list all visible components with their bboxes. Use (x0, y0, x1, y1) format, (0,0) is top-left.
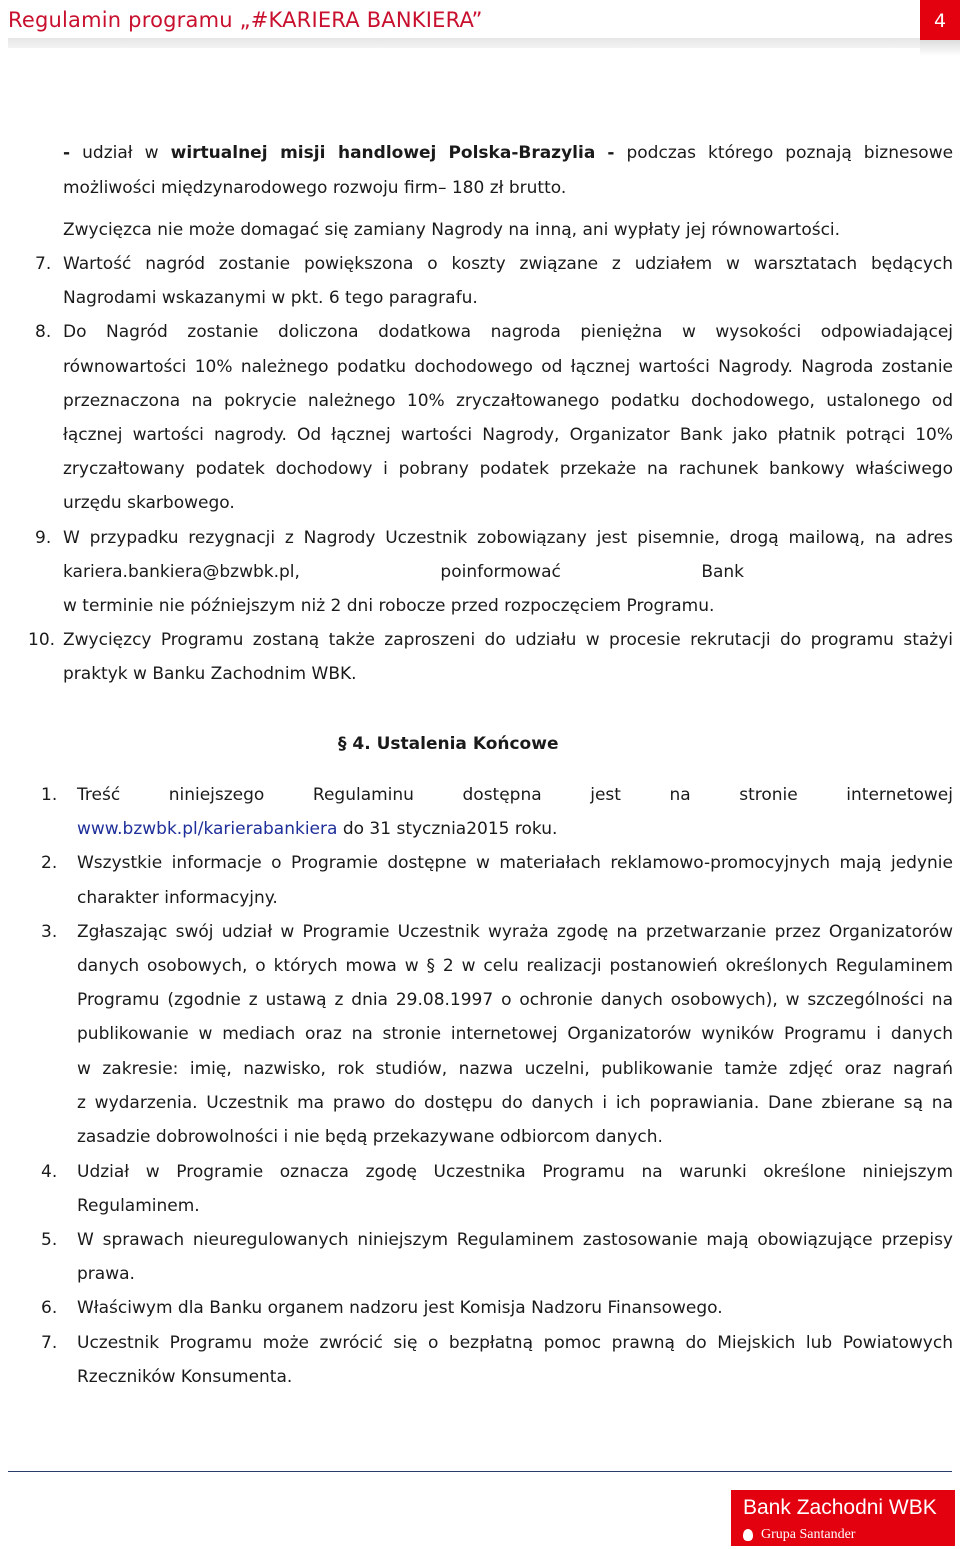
page-number-badge: 4 (920, 0, 960, 40)
item-number: 10. (28, 630, 56, 650)
item-number: 1. (41, 785, 58, 805)
logo-bank-name: Bank Zachodni WBK (731, 1490, 955, 1525)
bullet-bold-country: Polska-Brazylia (448, 143, 596, 163)
paragraph-line: przeznaczona na pokrycie należnego 10% zryczałtowanego podatku dochodowego, ustalonego od (63, 391, 953, 411)
paragraph-line: Udział w Programie oznacza zgodę Uczestnika Programu na warunki określone niniejszym (77, 1162, 953, 1182)
item-number: 4. (41, 1162, 58, 1182)
paragraph-line: Wszystkie informacje o Programie dostępne w materiałach reklamowo-promocyjnych mają jedynie (77, 853, 953, 873)
paragraph-line (77, 818, 557, 840)
page-number-shadow (920, 40, 960, 56)
paragraph-line: praktyk w Banku Zachodnim WBK. (63, 664, 357, 684)
paragraph-line: publikowanie w mediach oraz na stronie internetowej Organizatorów wyników Programu i danych (77, 1024, 953, 1044)
paragraph-line: Zwycięzcy Programu zostaną także zaproszeni do udziału w procesie rekrutacji do programu stażyi (63, 630, 953, 650)
paragraph-line: urzędu skarbowego. (63, 493, 235, 513)
paragraph-line: danych osobowych, o których mowa w § 2 w celu realizacji postanowień określonych Regulaminem (77, 956, 953, 976)
paragraph-line: w zakresie: imię, nazwisko, rok studiów, nazwa uczelni, publikowanie tamże zdjęć oraz nagrań (77, 1059, 953, 1079)
bullet-bold-event: wirtualnej misji handlowej (170, 143, 437, 163)
item-number: 6. (41, 1298, 58, 1318)
paragraph-line: kariera.bankiera@bzwbk.pl, poinformować Bank (63, 562, 745, 582)
paragraph-line: Wartość nagród zostanie powiększona o koszty związane z udziałem w warsztatach będących (63, 254, 953, 274)
bullet-word: udział (82, 143, 133, 163)
paragraph-line: Właściwym dla Banku organem nadzoru jest Komisja Nadzoru Finansowego. (77, 1298, 723, 1318)
paragraph-text: do 31 stycznia2015 roku. (337, 819, 558, 839)
item-number: 5. (41, 1230, 58, 1250)
paragraph-line: charakter informacyjny. (77, 888, 278, 908)
paragraph-line: zasadzie dobrowolności i nie będą przekazywane odbiorcom danych. (77, 1127, 663, 1147)
paragraph-line: Do Nagród zostanie doliczona dodatkowa nagroda pieniężna w wysokości odpowiadającej (63, 322, 953, 342)
paragraph-line: Treść niniejszego Regulaminu dostępna jest na stronie internetowej (77, 785, 953, 805)
paragraph-line: z wydarzenia. Uczestnik ma prawo do dostępu do danych i ich poprawiania. Dane zbierane są na (77, 1093, 953, 1113)
paragraph-line: równowartości 10% należnego podatku dochodowego od łącznej wartości Nagrody. Nagroda zostanie (63, 357, 953, 377)
item-number: 8. (35, 322, 52, 342)
page-header (8, 0, 952, 50)
logo-group (731, 1525, 955, 1546)
logo-group-name: Grupa Santander (761, 1527, 856, 1542)
paragraph-line: W sprawach nieuregulowanych niniejszym Regulaminem zastosowanie mają obowiązujące przepisy (77, 1230, 953, 1250)
bank-logo (731, 1490, 955, 1546)
bullet-rest: podczas którego poznają biznesowe (626, 143, 954, 163)
regulations-link[interactable]: www.bzwbk.pl/karierabankiera (77, 819, 338, 839)
header-bar (8, 38, 920, 48)
item-number: 2. (41, 853, 58, 873)
paragraph-line: w terminie nie późniejszym niż 2 dni robocze przed rozpoczęciem Programu. (63, 596, 715, 616)
paragraph-line: Rzeczników Konsumenta. (77, 1367, 293, 1387)
paragraph-line: Uczestnik Programu może zwrócić się o bezpłatną pomoc prawną do Miejskich lub Powiatowych (77, 1333, 953, 1353)
item-number: 7. (35, 254, 52, 274)
paragraph-line: Nagrodami wskazanymi w pkt. 6 tego paragrafu. (63, 288, 478, 308)
bullet-dash: - (607, 143, 615, 163)
footer-divider (8, 1471, 952, 1472)
paragraph-line: Zgłaszając swój udział w Programie Uczestnik wyraża zgodę na przetwarzanie przez Organizatorów (77, 922, 953, 942)
santander-flame-icon (743, 1529, 753, 1541)
paragraph-line: łącznej wartości nagrody. Od łącznej wartości Nagrody, Organizator Bank jako płatnik potrąci 10% (63, 425, 953, 445)
item-number: 7. (41, 1333, 58, 1353)
paragraph-line: Regulaminem. (77, 1196, 200, 1216)
paragraph-line: prawa. (77, 1264, 135, 1284)
paragraph-line: zryczałtowany podatek dochodowy i pobrany podatek przekaże na rachunek bankowy właściwego (63, 459, 953, 479)
paragraph-line: W przypadku rezygnacji z Nagrody Uczestnik zobowiązany jest pisemnie, drogą mailową, na adres (63, 528, 953, 548)
bullet-line-1 (63, 142, 953, 164)
bullet-word: w (144, 143, 159, 163)
prize-note: Zwycięzca nie może domagać się zamiany Nagrody na inną, ani wypłaty jej równowartości. (63, 220, 841, 240)
bullet-line-2: możliwości międzynarodowego rozwoju firm– 180 zł brutto. (63, 178, 567, 198)
item-number: 9. (35, 528, 52, 548)
bullet-dash: - (63, 143, 71, 163)
document-title: Regulamin programu „#KARIERA BANKIERA” (8, 8, 483, 32)
paragraph-line: Programu (zgodnie z ustawą z dnia 29.08.1997 o ochronie danych osobowych), w szczególności na (77, 990, 953, 1010)
section-heading: § 4. Ustalenia Końcowe (338, 734, 559, 754)
item-number: 3. (41, 922, 58, 942)
